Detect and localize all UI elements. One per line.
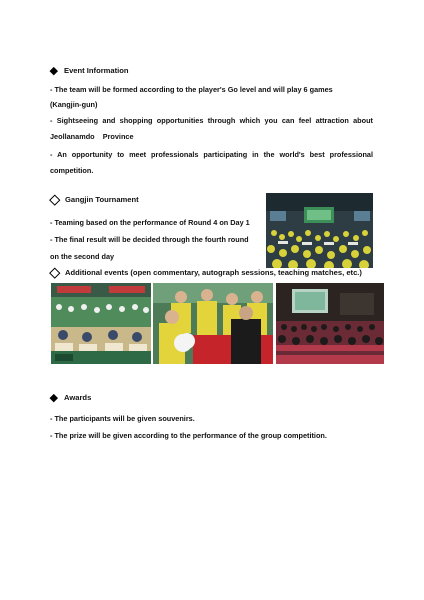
awards-heading-text: Awards: [64, 393, 92, 402]
outline-diamond-icon: [50, 268, 59, 277]
awards-line-2: - The prize will be given according to the performance of the group competition.: [50, 431, 327, 440]
tournament-line-1: - Teaming based on the performance of Round 4 on Day 1: [50, 218, 250, 227]
awards-line-1: - The participants will be given souvenirs.: [50, 414, 195, 423]
tournament-heading: [50, 195, 139, 204]
additional-heading-text: Additional events (open commentary, autograph sessions, teaching matches, etc.): [65, 268, 362, 277]
outline-diamond-icon: [50, 195, 59, 204]
lecture-hall-photo: [276, 283, 384, 364]
event-info-line-1: - The team will be formed according to the player's Go level and will play 6 games: [50, 85, 333, 94]
go-hall-photo: [51, 283, 151, 364]
event-info-line-2: (Kangjin-gun): [50, 100, 98, 109]
tournament-line-3: on the second day: [50, 252, 115, 261]
tournament-heading-text: Gangjin Tournament: [65, 195, 139, 204]
additional-heading: [50, 268, 362, 277]
event-info-line-3: - Sightseeing and shopping opportunities through which you can feel attraction about: [50, 116, 373, 125]
event-info-heading-text: Event Information: [64, 66, 129, 75]
filled-diamond-icon: [50, 394, 58, 402]
event-info-line-5: - An opportunity to meet professionals participating in the world's best professional: [50, 150, 373, 159]
event-info-line-6: competition.: [50, 166, 94, 175]
tournament-hall-photo: [266, 193, 373, 268]
filled-diamond-icon: [50, 67, 58, 75]
tournament-line-2: - The final result will be decided through the fourth round: [50, 235, 249, 244]
autograph-session-photo: [153, 283, 273, 364]
event-info-heading: [50, 66, 129, 75]
awards-heading: [50, 393, 91, 402]
event-info-line-4: Jeollanamdo Province: [50, 132, 134, 141]
